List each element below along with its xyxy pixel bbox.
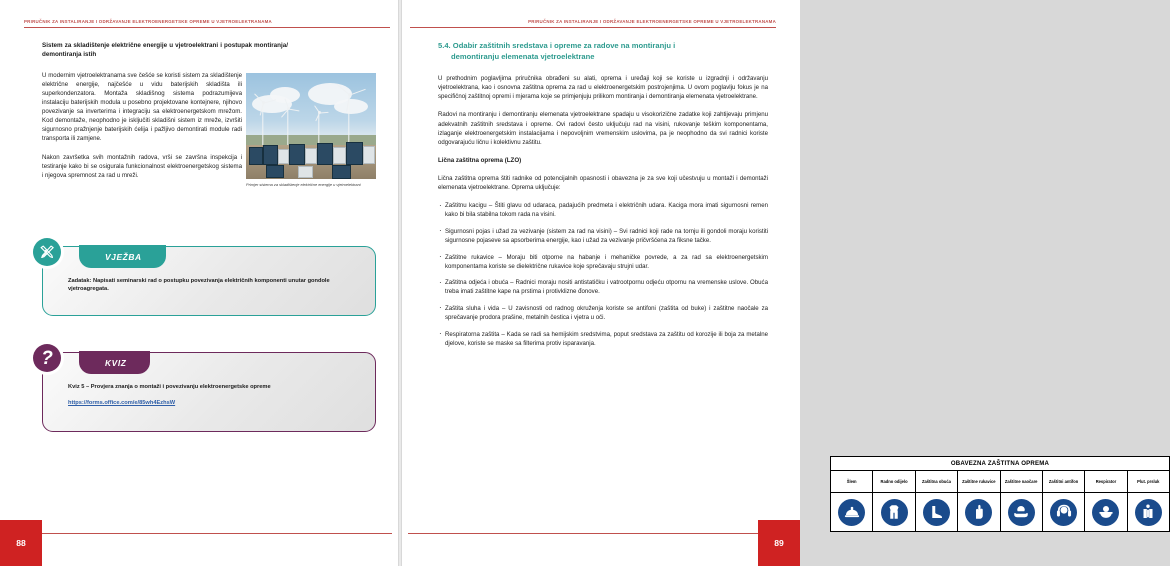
section-number: 5.4. [438,41,451,50]
battery-container [298,166,313,178]
left-text-column [42,41,288,189]
coverall-icon [881,499,908,526]
left-page-heading: Sistem za skladištenje električne energije u vjetroelektrani i postupak montiranja/ demontiranja istih [42,42,288,59]
list-item: · Zaštitne rukavice – Moraju biti otporne na habanje i mehaničke povrede, a za rad sa elektroenergetskim komponentama koriste se dielektrične rukavice koje sprečavaju strujni udar. [438,253,768,271]
running-head-right: PRIRUČNIK ZA INSTALIRANJE I ODRŽAVANJE ELEKTROENERGETSKE OPREME U VJETROELEKTRANAMA [528,19,776,24]
ppe-column-header: Zaštitna obuća [916,471,957,493]
page-right [400,0,1160,566]
hard-hat-icon [838,499,865,526]
exercise-text: Zadatak: Napisati seminarski rad o postupku povezivanja električnih komponenti unutar gondole vjetroagregata. [68,278,330,293]
running-head-left: PRIRUČNIK ZA INSTALIRANJE I ODRŽAVANJE ELEKTROENERGETSKE OPREME U VJETROELEKTRANAMA [24,19,272,24]
life-vest-icon [1135,499,1162,526]
ppe-column-header: Šlem [831,471,872,493]
safety-gloves-icon [965,499,992,526]
ppe-table-title: OBAVEZNA ZAŠTITNA OPREMA [831,457,1169,471]
left-paragraph-1: U modernim vjetroelektranama sve češće se koristi sistem za skladištenje električne energije, najčešće u vidu baterijskih skladišta ili superkondenzatora. Montaža skladišnog sistema podrazumijeva instalaciju baterijskih modula u posebno projektovane kontejnere, njihovo povezivanje sa inverterima i integraciju sa elektroenergetskom mrežom. Kod demontaže, neophodno je isključiti skladišni sistem iz mreže, izvršiti sigurnosno pražnjenje baterijskih ćelija i pažljivo demontirati module radi transporta ili zamjene. [42,71,242,143]
pencil-ruler-icon [30,235,64,269]
left-paragraph-2: Nakon završetka svih montažnih radova, vrši se završna inspekcija i testiranje kako bi se osigurala funkcionalnost elektroenergetskog sistema i njegova spremnost za rad u mreži. [42,153,242,179]
subheading-lzo: Lična zaštitna oprema (LZO) [438,156,522,164]
safety-boot-icon [923,499,950,526]
safety-goggles-icon [1008,499,1035,526]
page-left [0,0,400,566]
footer-rule-left [42,533,392,534]
ppe-bullet-list [438,201,768,348]
right-text-column [438,41,768,355]
page-number-left: 88 [0,520,42,566]
section-title [438,41,768,62]
spread-gutter [398,0,402,566]
list-item: · Respiratorna zaštita – Kada se radi sa hemijskim sredstvima, poput sredstava za zaštitu od korozije ili boja za metalne djelove, koriste se maske sa filterima protiv isparavanja. [438,330,768,348]
right-paragraph-1: U prethodnim poglavljima priručnika obrađeni su alati, oprema i uređaji koji se koriste u izgradnji i održavanju vjetroelektrana, kao i osnovna zaštitna oprema za rad u elektroenergetskim postrojenjima. U ovom poglavlju fokus je na specifičnoj zaštitnoj opremi i mjerama koje se primjenjuju prilikom montiranja i demontiranja elemenata vjetroelektrane. [438,75,768,101]
exercise-ribbon-label: VJEŽBA [79,245,166,268]
battery-container [305,148,317,164]
question-mark-icon: ? [30,341,64,375]
section-title-line1: Odabir zaštitnih sredstava i opreme za radove na montiranju i [452,41,676,50]
list-item: · Zaštita sluha i vida – U zavisnosti od radnog okruženja koriste se antifoni (zaštita od buke) i zaštitne naočale za sprečavanje prodora prašine, metalnih čestica i vjetra u oči. [438,304,768,322]
right-paragraph-3: Lična zaštitna oprema štiti radnike od potencijalnih opasnosti i obavezna je za sve koji učestvuju u montaži i demontaži elemenata vjetroelektrane. Oprema uključuje: [438,174,768,192]
battery-container [363,146,375,164]
ppe-column-header: Zaštitni antifon [1043,471,1084,493]
respirator-mask-icon [1092,499,1119,526]
wind-turbine-icon [312,111,326,145]
page-number-right: 89 [758,520,800,566]
ppe-column-header: Radno odijelo [873,471,914,493]
quiz-callout [41,347,376,432]
list-item: · Zaštitnu kacigu – Štiti glavu od udaraca, padajućih predmeta i električnih udara. Kaciga mora imati sigurnosni remen kako bi bila stabilna tokom rada na visini. [438,201,768,219]
ppe-table-icon-row [831,493,1169,531]
ppe-column-header: Zaštitne rukavice [958,471,999,493]
ppe-column-header: Respirator [1085,471,1126,493]
running-head-rule-left [24,27,390,28]
quiz-link[interactable]: https://forms.office.com/e/85wh4EzhsW [68,400,176,407]
battery-container [346,142,363,165]
battery-container [333,147,346,164]
ppe-table-header-row [831,471,1169,493]
exercise-callout [42,246,376,316]
running-head-rule-right [410,27,776,28]
right-paragraph-2: Radovi na montiranju i demontiranju elemenata vjetroelektrane spadaju u visokorizične zadatke koji zahtijevaju primjenu adekvatnih zaštitnih sredstava i opreme. Ovi radovi često uključuju rad na visini, rukovanje teškim komponentama, izlaganje elektroenergetskim instalacijama i nepovoljnim vremenskim uslovima, pa je neophodno da svi radnici koriste odgovarajuću ličnu i kolektivnu zaštitu. [438,111,768,146]
section-title-line2: demontiranju elemenata vjetroelektrane [451,51,595,61]
list-item: · Sigurnosni pojas i užad za vezivanje (sistem za rad na visini) – Svi radnici koji rade na tornju ili gondoli moraju koristiti sigurnosne pojaseve sa apsorberima energije, kao i užad za vezivanje pričvršćena za fiksne tačke. [438,227,768,245]
footer-rule-right [408,533,758,534]
quiz-text-block [68,383,357,407]
ppe-column-header: Plut. prsluk [1128,471,1169,493]
ppe-table [830,456,1170,532]
quiz-ribbon-label: KVIZ [79,351,150,374]
list-item: · Zaštitna odjeća i obuća – Radnici moraju nositi antistatičku i vatrootpornu odjeću otpornu na vremenske uslove. Obuća treba imati zaštitne kape na prstima i protivklizne đonove. [438,278,768,296]
battery-container [289,144,305,165]
ear-protection-icon [1050,499,1077,526]
wind-turbine-icon [338,93,360,145]
ppe-column-header: Zaštitne naočare [1001,471,1042,493]
battery-container [317,143,333,165]
battery-container [332,165,351,179]
quiz-text: Kviz 5 – Provjera znanja o montaži i povezivanju elektroenergetske opreme [68,384,271,390]
figure-caption: Primjer sistema za skladištenje električne energije u vjetroelektrani [246,182,361,187]
